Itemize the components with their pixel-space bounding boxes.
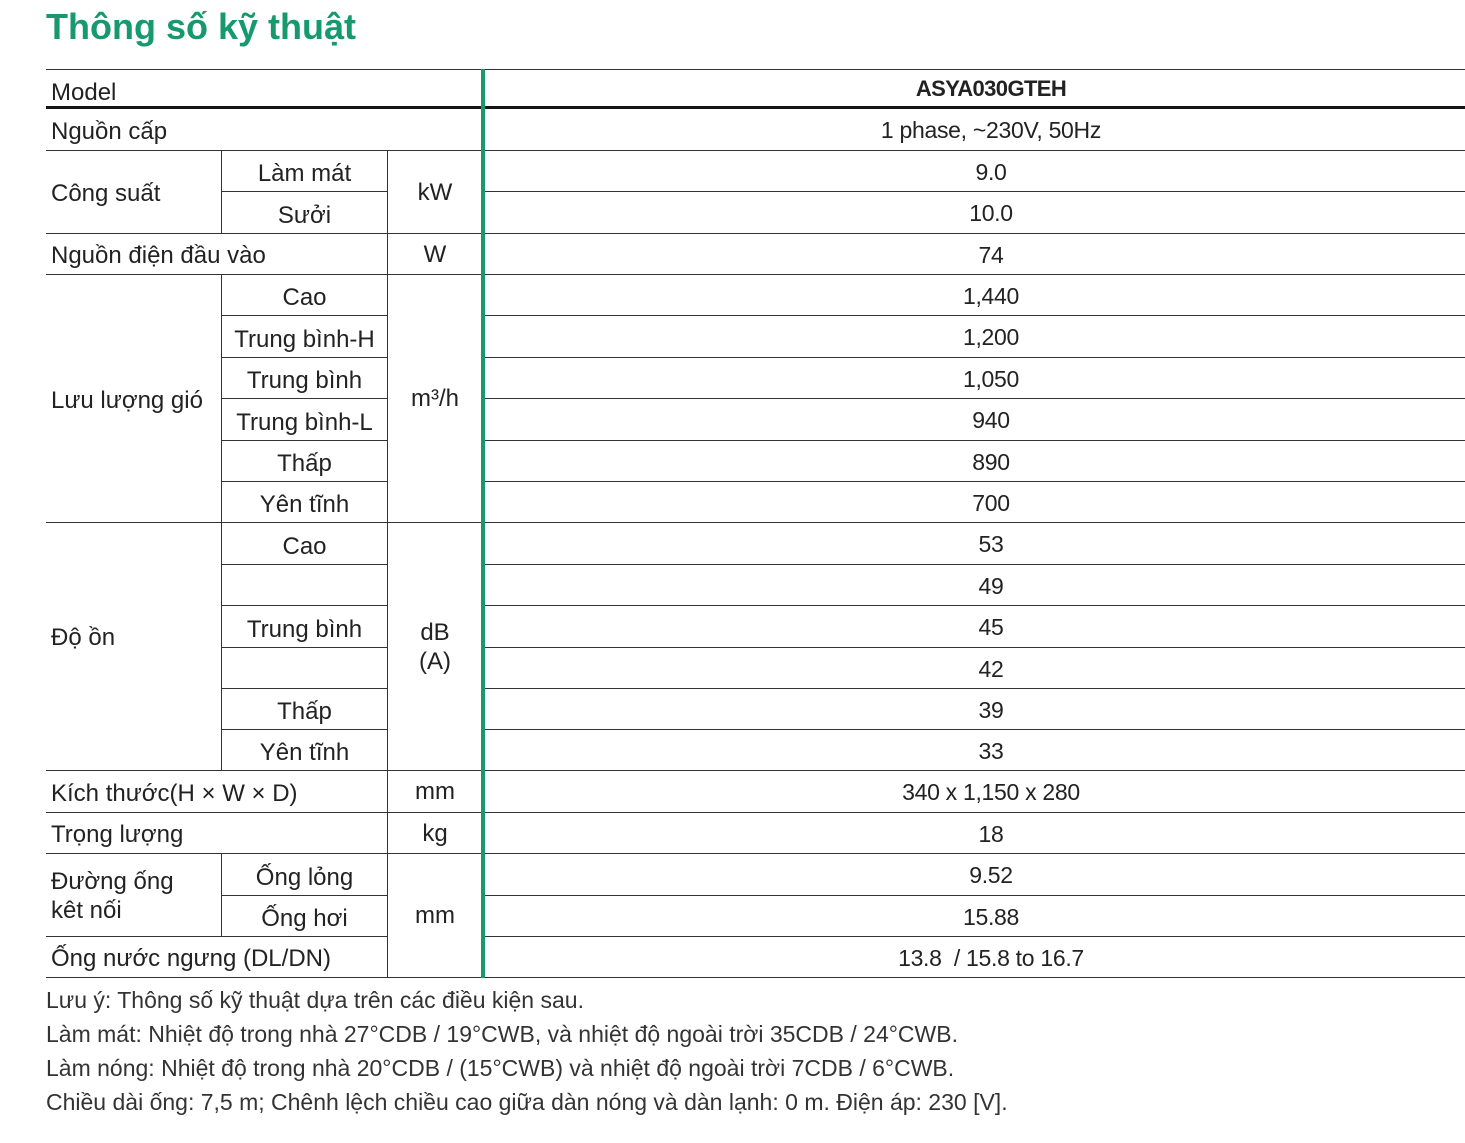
liquid-pipe-value: 9.52 <box>482 854 1465 896</box>
noise-label: Độ ồn <box>46 523 222 771</box>
noise-row-4-value: 42 <box>482 648 1465 689</box>
dimensions-label: Kích thước(H × W × D) <box>46 771 388 813</box>
airflow-label: Lưu lượng gió <box>46 275 222 523</box>
noise-blank-label <box>222 648 388 689</box>
airflow-medium-low-value: 940 <box>482 399 1465 441</box>
airflow-low-label: Thấp <box>222 441 388 482</box>
drain-label: Ống nước ngưng (DL/DN) <box>46 937 388 978</box>
page-title: Thông số kỹ thuật <box>46 6 356 47</box>
airflow-medium-high-label: Trung bình-H <box>222 316 388 358</box>
spec-table <box>46 69 1465 978</box>
noise-unit-line: (A) <box>419 647 451 675</box>
piping-label <box>46 854 222 937</box>
capacity-heating-label: Sưởi <box>222 192 388 234</box>
capacity-cooling-value: 9.0 <box>482 151 1465 192</box>
weight-label: Trọng lượng <box>46 813 388 854</box>
capacity-unit: kW <box>388 151 482 234</box>
airflow-medium-high-value: 1,200 <box>482 316 1465 358</box>
dimensions-value: 340 x 1,150 x 280 <box>482 771 1465 813</box>
noise-unit <box>388 523 482 771</box>
power-input-label: Nguồn điện đầu vào <box>46 234 388 275</box>
airflow-medium-low-label: Trung bình-L <box>222 399 388 441</box>
airflow-low-value: 890 <box>482 441 1465 482</box>
noise-high-label: Cao <box>222 523 388 565</box>
column-divider <box>481 69 485 978</box>
piping-label-line: kêt nối <box>51 897 122 924</box>
noise-quiet-label: Yên tĩnh <box>222 730 388 771</box>
airflow-quiet-label: Yên tĩnh <box>222 482 388 523</box>
drain-value: 13.8 / 15.8 to 16.7 <box>482 937 1465 978</box>
airflow-quiet-value: 700 <box>482 482 1465 523</box>
noise-medium-label: Trung bình <box>222 606 388 648</box>
piping-label-line: Đường ống <box>51 868 174 895</box>
airflow-unit: m³/h <box>388 275 482 523</box>
liquid-pipe-label: Ống lỏng <box>222 854 388 896</box>
noise-row-2-value: 49 <box>482 565 1465 606</box>
noise-low-label: Thấp <box>222 689 388 730</box>
noise-low-value: 39 <box>482 689 1465 730</box>
power-input-unit: W <box>388 234 482 275</box>
noise-blank-label <box>222 565 388 606</box>
airflow-medium-value: 1,050 <box>482 358 1465 399</box>
capacity-label: Công suất <box>46 151 222 234</box>
capacity-heating-value: 10.0 <box>482 192 1465 234</box>
note-line: Làm mát: Nhiệt độ trong nhà 27°CDB / 19°CWB, và nhiệt độ ngoài trời 35CDB / 24°CWB. <box>46 1021 958 1047</box>
dimensions-unit: mm <box>388 771 482 813</box>
note-line: Lưu ý: Thông số kỹ thuật dựa trên các điều kiện sau. <box>46 987 584 1013</box>
piping-unit: mm <box>388 854 482 978</box>
airflow-high-label: Cao <box>222 275 388 316</box>
noise-unit-line: dB <box>420 618 450 646</box>
note-line: Làm nóng: Nhiệt độ trong nhà 20°CDB / (15°CWB) và nhiệt độ ngoài trời 7CDB / 6°CWB. <box>46 1055 955 1081</box>
gas-pipe-value: 15.88 <box>482 896 1465 937</box>
airflow-medium-label: Trung bình <box>222 358 388 399</box>
power-supply-value: 1 phase, ~230V, 50Hz <box>482 109 1465 151</box>
weight-value: 18 <box>482 813 1465 854</box>
capacity-cooling-label: Làm mát <box>222 151 388 192</box>
model-value: ASYA030GTEH <box>482 69 1465 109</box>
gas-pipe-label: Ống hơi <box>222 896 388 937</box>
power-supply-label: Nguồn cấp <box>46 109 482 151</box>
noise-quiet-value: 33 <box>482 730 1465 771</box>
airflow-high-value: 1,440 <box>482 275 1465 316</box>
weight-unit: kg <box>388 813 482 854</box>
note-line: Chiều dài ống: 7,5 m; Chênh lệch chiều cao giữa dàn nóng và dàn lạnh: 0 m. Điện áp: 230 [V]. <box>46 1089 1008 1115</box>
noise-high-value: 53 <box>482 523 1465 565</box>
model-label: Model <box>46 69 482 109</box>
power-input-value: 74 <box>482 234 1465 275</box>
noise-medium-value: 45 <box>482 606 1465 648</box>
notes <box>46 983 1008 1119</box>
